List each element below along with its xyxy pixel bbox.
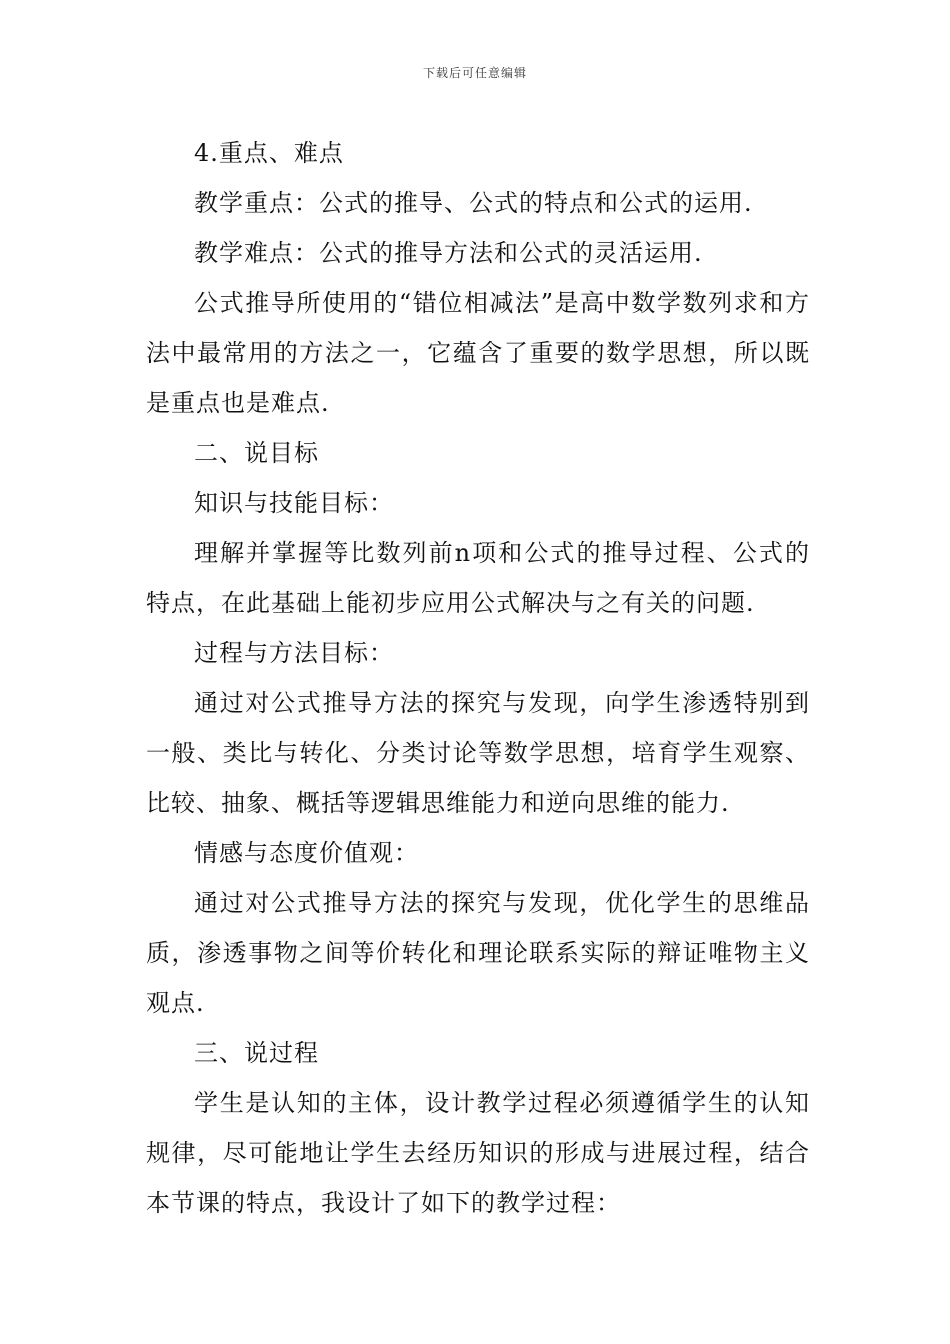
heading-objectives: 二、说目标: [194, 439, 319, 467]
heading-key-points: 4.重点、难点: [194, 139, 344, 167]
process-method-label: 过程与方法目标：: [194, 639, 394, 667]
header-note: 下载后可任意编辑: [422, 66, 527, 80]
knowledge-skill-text: 理解并掌握等比数列前n项和公式的推导过程、公式的特点，在此基础上能初步应用公式解决与之有关的问题.: [146, 539, 810, 617]
document-body: [146, 128, 810, 1228]
process-method-text: 通过对公式推导方法的探究与发现，向学生渗透特别到一般、类比与转化、分类讨论等数学思想，培育学生观察、比较、抽象、概括等逻辑思维能力和逆向思维的能力.: [146, 689, 810, 817]
teaching-focus: 教学重点：公式的推导、公式的特点和公式的运用.: [194, 189, 753, 217]
teaching-difficulty: 教学难点：公式的推导方法和公式的灵活运用.: [194, 239, 703, 267]
heading-process: 三、说过程: [194, 1039, 319, 1067]
process-intro: 学生是认知的主体，设计教学过程必须遵循学生的认知规律，尽可能地让学生去经历知识的形成与进展过程，结合本节课的特点，我设计了如下的教学过程：: [146, 1089, 810, 1217]
emotion-value-label: 情感与态度价值观：: [194, 839, 419, 867]
emotion-value-text: 通过对公式推导方法的探究与发现，优化学生的思维品质，渗透事物之间等价转化和理论联系实际的辩证唯物主义观点.: [146, 889, 810, 1017]
method-explanation: 公式推导所使用的“错位相减法”是高中数学数列求和方法中最常用的方法之一，它蕴含了重要的数学思想，所以既是重点也是难点.: [146, 289, 810, 417]
knowledge-skill-label: 知识与技能目标：: [194, 489, 394, 517]
